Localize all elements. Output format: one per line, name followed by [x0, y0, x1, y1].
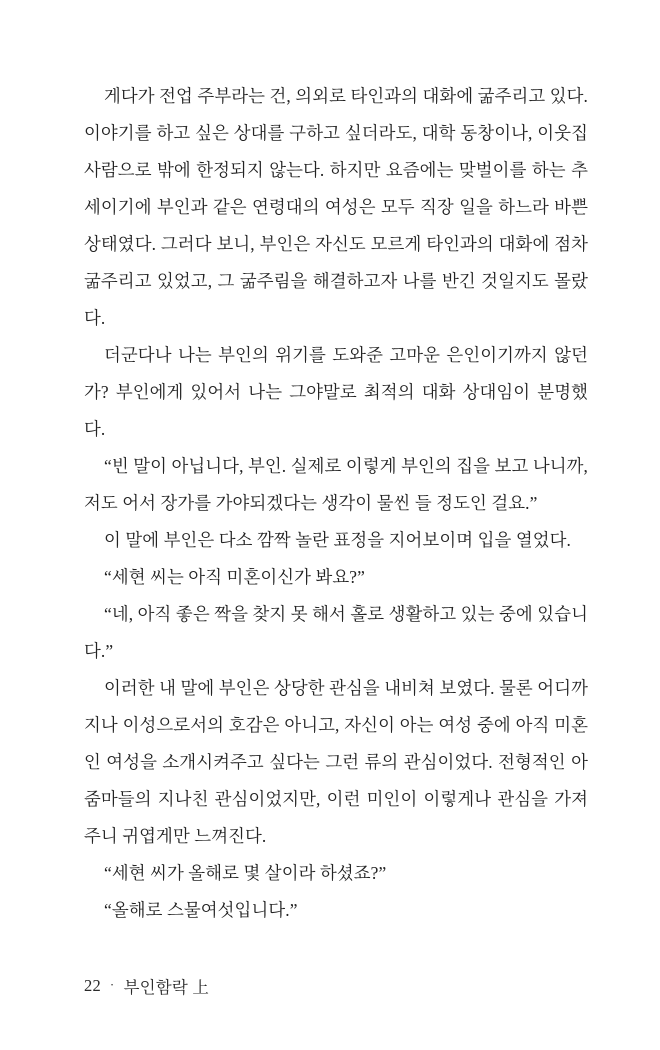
paragraph-5: “세현 씨는 아직 미혼이신가 봐요?”	[104, 567, 365, 587]
page-body	[84, 78, 588, 929]
paragraph-2: 더군다나 나는 부인의 위기를 도와준 고마운 은인이기까지 않던가? 부인에게 있어서 나는 그야말로 최적의 대화 상대임이 분명했다.	[84, 345, 588, 439]
paragraph-7: 이러한 내 말에 부인은 상당한 관심을 내비쳐 보였다. 물론 어디까지나 이성으로서의 호감은 아니고, 자신이 아는 여성 중에 아직 미혼인 여성을 소개시켜주고 싶다는 그런 류의 관심이었다. 전형적인 아줌마들의 지나친 관심이었지만, 이런 미인이 이렇게나 관심을 가져주니 귀엽게만 느껴진다.	[84, 678, 588, 846]
paragraph-3: “빈 말이 아닙니다, 부인. 실제로 이렇게 부인의 집을 보고 나니까, 저도 어서 장가를 가야되겠다는 생각이 물씬 들 정도인 걸요.”	[84, 456, 588, 513]
page-number: 22	[84, 976, 101, 995]
book-title: 부인함락 上	[123, 978, 210, 997]
footer-separator: ·	[109, 977, 115, 992]
page-footer	[84, 974, 209, 998]
paragraph-6: “네, 아직 좋은 짝을 찾지 못 해서 홀로 생활하고 있는 중에 있습니다.”	[84, 604, 588, 661]
paragraph-8: “세현 씨가 올해로 몇 살이라 하셨죠?”	[104, 863, 387, 883]
paragraph-1: 게다가 전업 주부라는 건, 의외로 타인과의 대화에 굶주리고 있다. 이야기를 하고 싶은 상대를 구하고 싶더라도, 대학 동창이나, 이웃집 사람으로 밖에 한정되지 않는다. 하지만 요즘에는 맞벌이를 하는 추세이기에 부인과 같은 연령대의 여성은 모두 직장 일을 하느라 바쁜 상태였다. 그러다 보니, 부인은 자신도 모르게 타인과의 대화에 점차 굶주리고 있었고, 그 굶주림을 해결하고자 나를 반긴 것일지도 몰랐다.	[84, 86, 588, 328]
paragraph-9: “올해로 스물여섯입니다.”	[104, 900, 298, 920]
paragraph-4: 이 말에 부인은 다소 깜짝 놀란 표정을 지어보이며 입을 열었다.	[104, 530, 571, 550]
